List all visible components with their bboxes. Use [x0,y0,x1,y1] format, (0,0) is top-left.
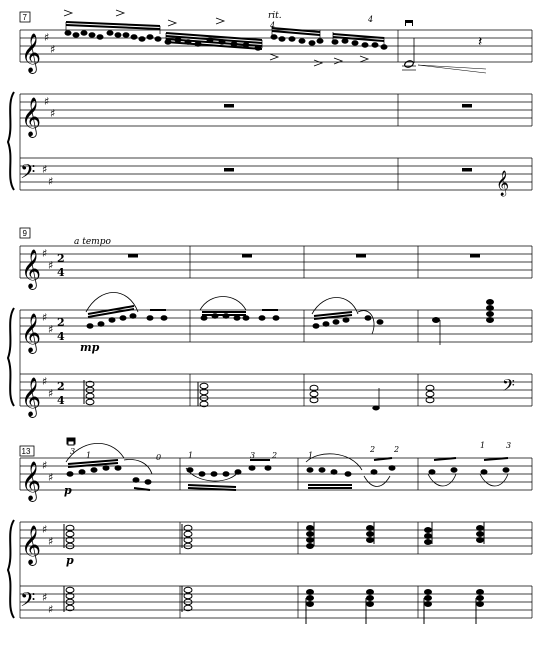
time-signature-bottom: 4 [57,266,65,279]
fingering-number: 1 [188,451,194,460]
key-sharp-icon: ♯ [42,459,48,472]
whole-rest-icon [224,104,234,108]
piano-left-hand-staff [20,374,532,406]
treble-clef-icon: 𝄞 [21,33,42,73]
treble-clef-icon: 𝄞 [21,525,42,565]
key-sharp-icon: ♯ [48,259,54,272]
fingering-number: 0 [156,453,162,462]
time-signature-bottom: 4 [57,394,65,407]
time-signature-top: 2 [57,380,65,393]
whole-rest-icon [470,254,480,258]
key-sharp-icon: ♯ [42,591,48,604]
fingering-number: 2 [272,451,278,460]
bass-clef-icon: 𝄢 [20,588,36,616]
fingering-number: 4 [368,15,374,24]
note-run [86,293,494,346]
piano-right-hand-staff [20,94,532,190]
violin-staff [20,458,532,490]
key-sharp-icon: ♯ [50,107,56,120]
bass-clef-change-icon: 𝄢 [502,375,515,399]
measure-number: 7 [22,13,27,22]
chords [307,522,485,549]
whole-rest-icon [462,104,472,108]
fingering-number: 3 [506,441,512,450]
fingering-number: 1 [308,451,314,460]
chords [306,590,484,625]
fingering-number: 2 [370,445,376,454]
piano-brace [8,308,14,406]
key-sharp-icon: ♯ [42,523,48,536]
key-sharp-icon: ♯ [44,31,50,44]
treble-clef-icon: 𝄞 [21,97,42,137]
fingering-number: 4 [270,21,276,30]
half-note [402,20,416,70]
key-sharp-icon: ♯ [42,375,48,388]
treble-clef-change-icon: 𝄞 [496,171,510,196]
treble-clef-icon: 𝄞 [21,313,42,353]
treble-clef-icon: 𝄞 [21,377,42,417]
key-sharp-icon: ♯ [48,175,54,188]
time-signature-top: 2 [57,252,65,265]
key-sharp-icon: ♯ [48,535,54,548]
key-sharp-icon: ♯ [42,311,48,324]
measure-number: 9 [22,229,27,238]
key-sharp-icon: ♯ [44,95,50,108]
time-signature-top: 2 [57,316,65,329]
treble-clef-icon: 𝄞 [21,249,42,289]
system-3 [8,438,532,624]
whole-rest-icon [224,168,234,172]
key-sharp-icon: ♯ [50,43,56,56]
whole-rest-icon [242,254,252,258]
piano-left-hand-staff [20,586,532,618]
violin-staff [20,246,532,278]
piano-right-hand-staff [20,522,532,618]
time-signature-bottom: 4 [57,330,65,343]
dynamic-marking: p [66,554,74,567]
fingering-number: 2 [394,445,400,454]
bass-clef-icon: 𝄢 [20,160,36,188]
fingering-number: 1 [480,441,486,450]
key-sharp-icon: ♯ [48,603,54,616]
key-sharp-icon: ♯ [48,387,54,400]
whole-rest-icon [462,168,472,172]
system-2 [8,228,532,418]
quarter-rest-icon: 𝄽 [478,34,483,50]
fingering-number: 1 [86,451,92,460]
tempo-marking: rit. [268,11,282,21]
whole-rest-icon [128,254,138,258]
measure-number: 13 [21,447,31,456]
treble-clef-icon: 𝄞 [21,461,42,501]
piano-brace [8,92,14,190]
key-sharp-icon: ♯ [48,323,54,336]
piano-brace [8,520,14,618]
key-sharp-icon: ♯ [42,247,48,260]
dynamic-marking: p [64,484,72,497]
fingering-number: 3 [70,447,76,456]
chords [64,524,192,549]
system-1 [8,10,532,196]
key-sharp-icon: ♯ [48,471,54,484]
chords [64,586,192,612]
piano-left-hand-staff [20,158,532,190]
whole-rest-icon [356,254,366,258]
fingering-number: 3 [250,451,256,460]
piano-right-hand-staff [20,310,532,406]
diminuendo-hairpin [418,65,486,73]
dynamic-marking: mp [80,341,100,354]
tempo-marking: a tempo [74,237,111,247]
key-sharp-icon: ♯ [42,163,48,176]
chord [84,380,434,407]
